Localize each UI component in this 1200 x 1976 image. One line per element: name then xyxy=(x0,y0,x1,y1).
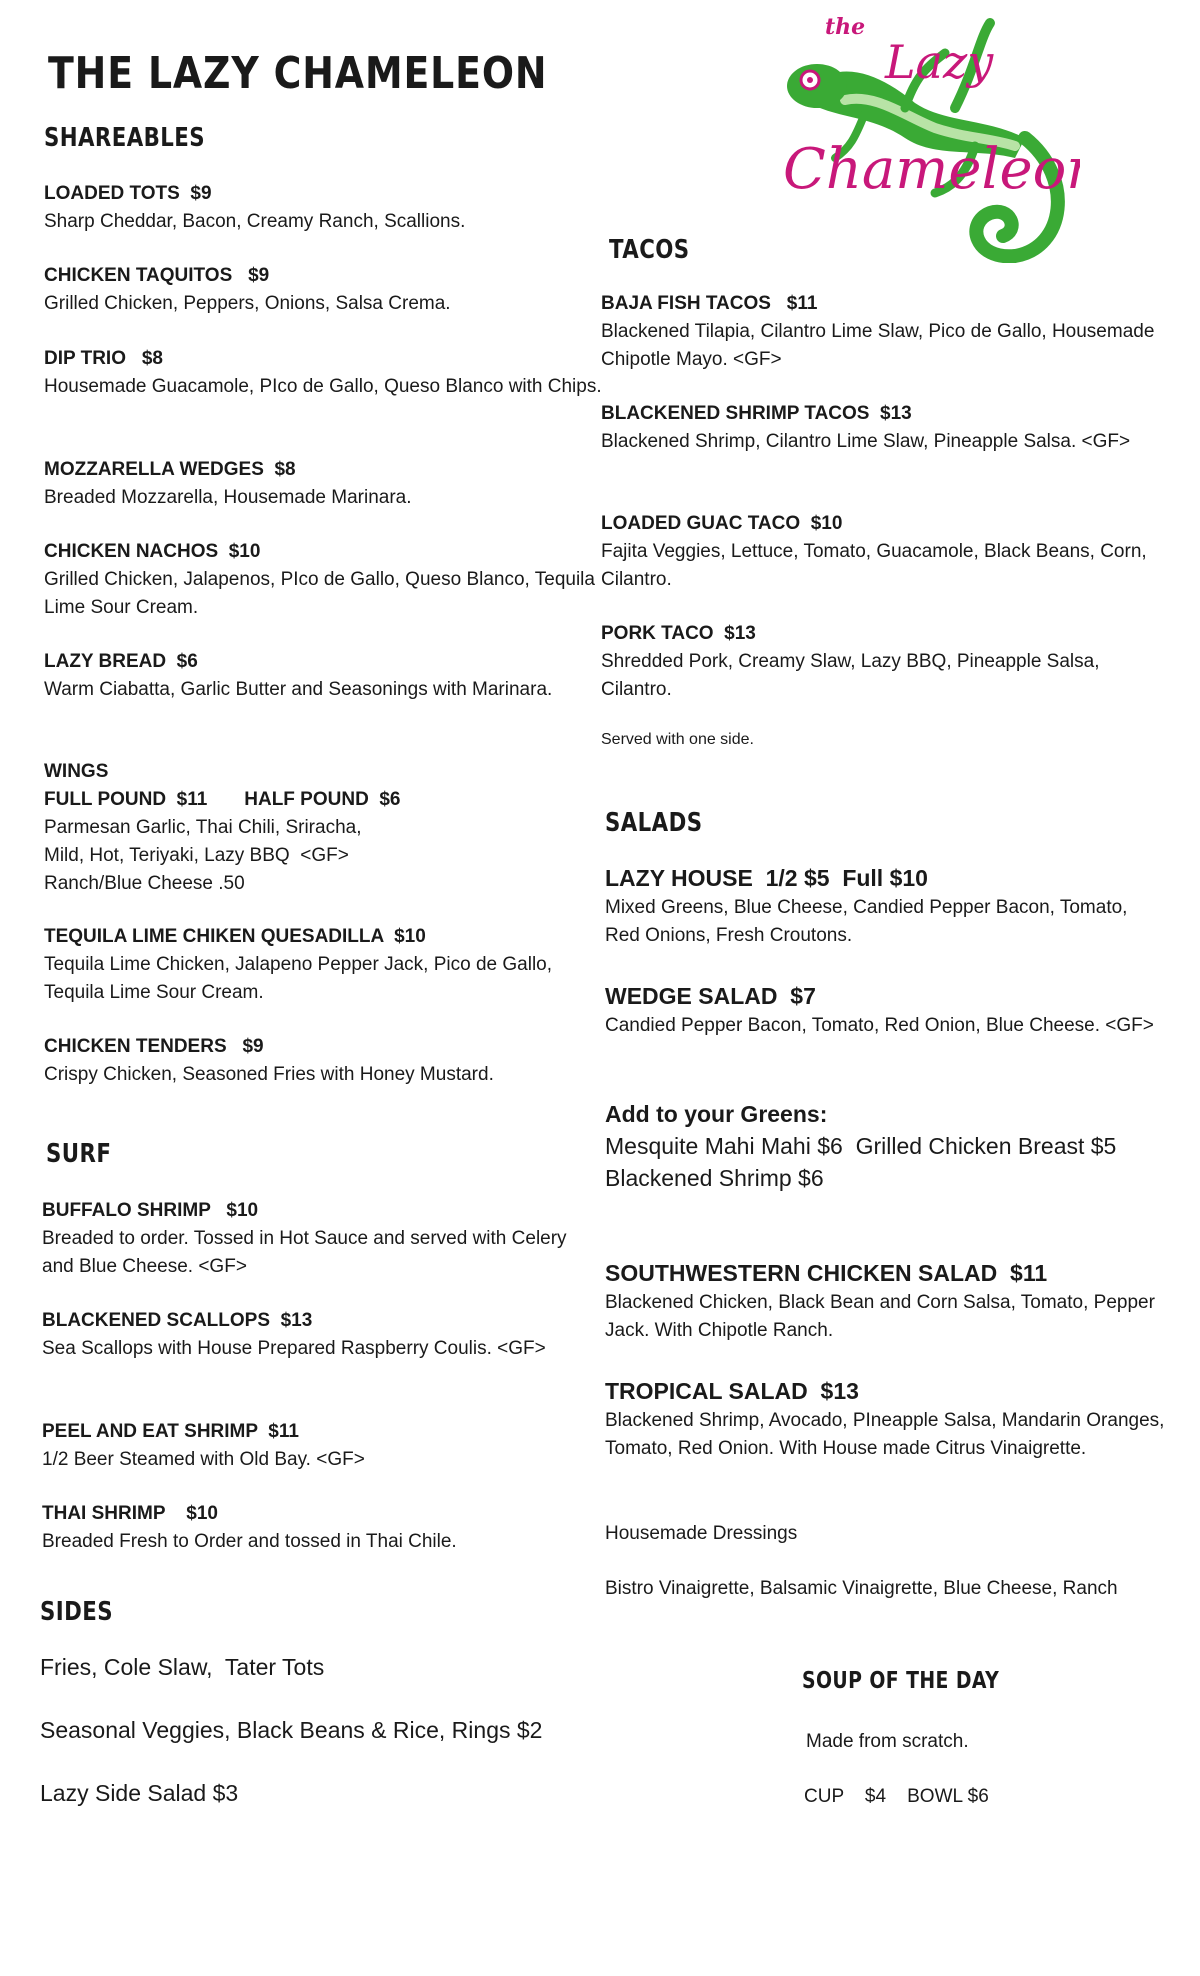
item-desc: Blackened Shrimp, Avocado, PIneapple Salsa, Mandarin Oranges, Tomato, Red Onion. With House made Citrus Vinaigrette. xyxy=(605,1410,1165,1459)
menu-item xyxy=(44,923,604,1007)
wings-flavors: Parmesan Garlic, Thai Chili, Sriracha, xyxy=(44,817,362,838)
add-line: Mesquite Mahi Mahi $6 Grilled Chicken Breast $5 xyxy=(605,1133,1117,1159)
menu-item xyxy=(605,1375,1165,1463)
menu-item xyxy=(44,648,604,704)
item-name: MOZZARELLA WEDGES $8 xyxy=(44,459,296,480)
item-name: PORK TACO $13 xyxy=(601,623,756,644)
menu-item xyxy=(44,1033,604,1089)
item-desc: Blackened Chicken, Black Bean and Corn Salsa, Tomato, Pepper Jack. With Chipotle Ranch. xyxy=(605,1292,1155,1341)
item-name: WEDGE SALAD $7 xyxy=(605,983,816,1009)
item-name: THAI SHRIMP $10 xyxy=(42,1503,218,1524)
item-desc: Warm Ciabatta, Garlic Butter and Seasonings with Marinara. xyxy=(44,679,553,700)
soup-heading: SOUP OF THE DAY xyxy=(802,1668,1000,1694)
item-desc: Candied Pepper Bacon, Tomato, Red Onion, Blue Cheese. <GF> xyxy=(605,1015,1154,1036)
item-name: BAJA FISH TACOS $11 xyxy=(601,293,818,314)
item-desc: Breaded Fresh to Order and tossed in Thai Chile. xyxy=(42,1531,457,1552)
menu-item xyxy=(42,1500,602,1556)
soup-prices: CUP $4 BOWL $6 xyxy=(804,1786,989,1807)
item-desc: Grilled Chicken, Peppers, Onions, Salsa Crema. xyxy=(44,293,451,314)
item-name: LAZY BREAD $6 xyxy=(44,651,198,672)
svg-text:Lazy: Lazy xyxy=(885,35,994,89)
wings-extra: Ranch/Blue Cheese .50 xyxy=(44,873,245,894)
soup-desc: Made from scratch. xyxy=(806,1731,969,1752)
item-desc: Sea Scallops with House Prepared Raspberry Coulis. <GF> xyxy=(42,1338,546,1359)
side-line: Fries, Cole Slaw, Tater Tots xyxy=(40,1654,325,1680)
sides-heading: SIDES xyxy=(40,1597,113,1627)
menu-item xyxy=(601,510,1161,594)
side-line: Lazy Side Salad $3 xyxy=(40,1780,239,1806)
menu-item xyxy=(44,345,604,401)
wings-flavors: Mild, Hot, Teriyaki, Lazy BBQ <GF> xyxy=(44,845,349,866)
item-desc: Crispy Chicken, Seasoned Fries with Honey Mustard. xyxy=(44,1064,494,1085)
menu-item xyxy=(605,1257,1165,1345)
tacos-note: Served with one side. xyxy=(601,731,754,748)
item-name: WINGS xyxy=(44,761,109,782)
item-name: BLACKENED SHRIMP TACOS $13 xyxy=(601,403,912,424)
menu-item xyxy=(44,456,604,512)
side-line: Seasonal Veggies, Black Beans & Rice, Rings $2 xyxy=(40,1717,543,1743)
dressings-heading: Housemade Dressings xyxy=(605,1523,798,1544)
item-name: TEQUILA LIME CHIKEN QUESADILLA $10 xyxy=(44,926,426,947)
wings-prices: FULL POUND $11 HALF POUND $6 xyxy=(44,789,401,810)
item-desc: Grilled Chicken, Jalapenos, PIco de Gallo, Queso Blanco, Tequila Lime Sour Cream. xyxy=(44,569,595,618)
add-heading: Add to your Greens: xyxy=(605,1101,828,1127)
menu-item xyxy=(42,1418,602,1474)
item-desc: Fajita Veggies, Lettuce, Tomato, Guacamole, Black Beans, Corn, Cilantro. xyxy=(601,541,1147,590)
add-to-greens xyxy=(605,1098,1185,1194)
svg-text:the: the xyxy=(825,14,866,40)
salads-heading: SALADS xyxy=(605,808,703,838)
item-name: LAZY HOUSE 1/2 $5 Full $10 xyxy=(605,865,928,891)
item-name: DIP TRIO $8 xyxy=(44,348,163,369)
surf-heading: SURF xyxy=(46,1139,112,1169)
menu-item xyxy=(605,980,1165,1040)
item-desc: Shredded Pork, Creamy Slaw, Lazy BBQ, Pineapple Salsa, Cilantro. xyxy=(601,651,1100,700)
item-desc: Breaded to order. Tossed in Hot Sauce and served with Celery and Blue Cheese. <GF> xyxy=(42,1228,567,1277)
item-name: CHICKEN NACHOS $10 xyxy=(44,541,261,562)
item-name: CHICKEN TAQUITOS $9 xyxy=(44,265,270,286)
item-desc: Blackened Shrimp, Cilantro Lime Slaw, Pineapple Salsa. <GF> xyxy=(601,431,1131,452)
item-desc: Housemade Guacamole, PIco de Gallo, Queso Blanco with Chips. xyxy=(44,376,602,397)
item-name: CHICKEN TENDERS $9 xyxy=(44,1036,264,1057)
item-name: LOADED GUAC TACO $10 xyxy=(601,513,843,534)
menu-item xyxy=(42,1197,602,1281)
shareables-heading: SHAREABLES xyxy=(44,123,206,153)
menu-item xyxy=(601,400,1161,456)
svg-text:Chameleon: Chameleon xyxy=(783,137,1080,202)
item-desc: Sharp Cheddar, Bacon, Creamy Ranch, Scallions. xyxy=(44,211,466,232)
item-desc: Breaded Mozzarella, Housemade Marinara. xyxy=(44,487,412,508)
item-desc: Mixed Greens, Blue Cheese, Candied Pepper Bacon, Tomato, Red Onions, Fresh Croutons. xyxy=(605,897,1128,946)
dressings-list: Bistro Vinaigrette, Balsamic Vinaigrette, Blue Cheese, Ranch xyxy=(605,1578,1118,1599)
item-name: BLACKENED SCALLOPS $13 xyxy=(42,1310,313,1331)
chameleon-logo xyxy=(775,8,1080,263)
item-desc: 1/2 Beer Steamed with Old Bay. <GF> xyxy=(42,1449,365,1470)
menu-item xyxy=(601,290,1161,374)
item-name: SOUTHWESTERN CHICKEN SALAD $11 xyxy=(605,1260,1048,1286)
menu-item xyxy=(44,538,604,622)
restaurant-title: THE LAZY CHAMELEON xyxy=(48,48,548,99)
wings-item xyxy=(44,758,604,898)
item-name: LOADED TOTS $9 xyxy=(44,183,212,204)
menu-item xyxy=(601,620,1161,704)
item-desc: Tequila Lime Chicken, Jalapeno Pepper Jack, Pico de Gallo, Tequila Lime Sour Cream. xyxy=(44,954,553,1003)
item-name: PEEL AND EAT SHRIMP $11 xyxy=(42,1421,299,1442)
item-name: TROPICAL SALAD $13 xyxy=(605,1378,859,1404)
menu-item xyxy=(44,180,604,236)
menu-item xyxy=(605,862,1165,950)
item-desc: Blackened Tilapia, Cilantro Lime Slaw, Pico de Gallo, Housemade Chipotle Mayo. <GF> xyxy=(601,321,1155,370)
add-line: Blackened Shrimp $6 xyxy=(605,1165,824,1191)
item-name: BUFFALO SHRIMP $10 xyxy=(42,1200,259,1221)
tacos-heading: TACOS xyxy=(609,235,690,265)
menu-item xyxy=(44,262,604,318)
menu-item xyxy=(42,1307,602,1363)
